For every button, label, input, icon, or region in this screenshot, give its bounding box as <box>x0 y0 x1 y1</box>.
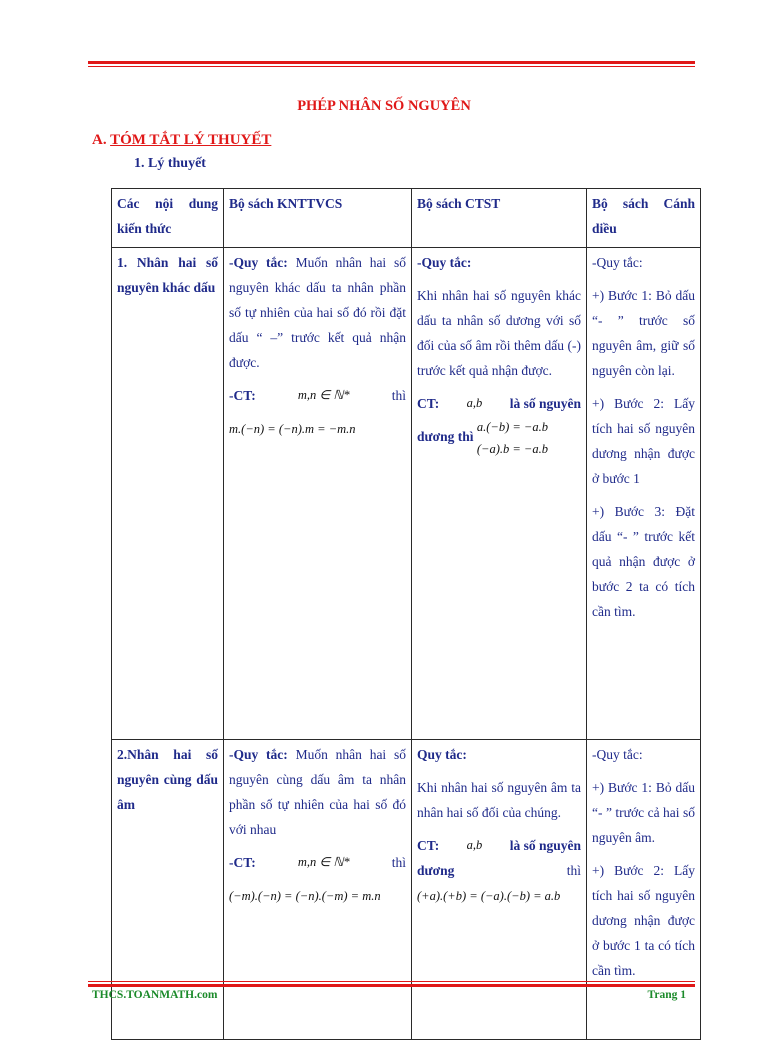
ct-condition: m,n ∈ ℕ* <box>297 855 350 869</box>
ct-formula: (+a).(+b) = (−a).(−b) = a.b <box>417 889 561 903</box>
ct-label: CT: <box>417 838 440 853</box>
cd-cell <box>587 248 701 740</box>
section-heading <box>92 132 271 149</box>
ct-rest: là số nguyên <box>509 838 581 853</box>
ct-condition: m,n ∈ ℕ* <box>297 388 350 402</box>
rule-text: Muốn nhân hai số nguyên khác dấu ta nhân phần số tự nhiên của hai số đó rồi đặt dấu “ –” trước kết quả nhận được. <box>229 255 406 370</box>
table-row <box>112 248 701 740</box>
page-title: PHÉP NHÂN SỐ NGUYÊN <box>297 98 471 114</box>
cd-line: +) Bước 3: Đặt dấu “- ” trước kết quả nhận được ở bước 2 ta có tích cần tìm. <box>592 504 695 619</box>
ct-tail: dương <box>417 863 455 878</box>
ct-label: CT: <box>417 396 440 411</box>
subsection-heading: 1. Lý thuyết <box>134 156 206 171</box>
formula-line: a.(−b) = −a.b <box>476 420 548 434</box>
rule-text: Muốn nhân hai số nguyên cùng dấu âm ta nhân phần số tự nhiên của hai số đó với nhau <box>229 747 406 837</box>
table-header-row <box>112 189 701 248</box>
section-label: TÓM TẮT LÝ THUYẾT <box>110 132 272 148</box>
ctst-cell <box>412 248 587 740</box>
ct-tail: dương thì <box>417 429 474 445</box>
footer-rule <box>88 981 695 987</box>
rule-label: -Quy tắc: <box>229 747 288 762</box>
ct-rest: là số nguyên <box>509 396 581 411</box>
rule-label: -Quy tắc: <box>229 255 288 270</box>
ct-then: thì <box>566 863 581 878</box>
cd-line: -Quy tắc: <box>592 255 643 270</box>
header-rule <box>88 61 695 68</box>
cd-line: -Quy tắc: <box>592 747 643 762</box>
ct-formula: (−m).(−n) = (−n).(−m) = m.n <box>229 889 381 903</box>
ct-then: thì <box>391 388 406 403</box>
comparison-table <box>111 188 701 1040</box>
ct-formula: m.(−n) = (−n).m = −m.n <box>229 422 356 436</box>
header-cell: Bộ sách Cánh diều <box>587 189 701 248</box>
ctst-cell <box>412 740 587 1040</box>
formula-line: (−a).b = −a.b <box>476 442 548 456</box>
cd-line: +) Bước 1: Bỏ dấu “- ” trước cả hai số nguyên âm. <box>592 780 695 845</box>
ct-then: thì <box>391 855 406 870</box>
row-topic: 2.Nhân hai số nguyên cùng dấu âm <box>112 740 224 1040</box>
cd-line: +) Bước 1: Bỏ dấu “- ” trước số nguyên âm, giữ số nguyên còn lại. <box>592 288 695 378</box>
ct-vars: a,b <box>466 396 483 410</box>
kn-cell <box>224 740 412 1040</box>
kn-cell <box>224 248 412 740</box>
header-cell: Các nội dung kiến thức <box>112 189 224 248</box>
header-cell: Bộ sách KNTTVCS <box>224 189 412 248</box>
ct-label: -CT: <box>229 855 256 870</box>
cd-line: +) Bước 2: Lấy tích hai số nguyên dương nhận được ở bước 1 <box>592 396 695 486</box>
cd-line: +) Bước 2: Lấy tích hai số nguyên dương nhận được ở bước 1 ta có tích cần tìm. <box>592 863 695 978</box>
section-letter: A. <box>92 132 107 148</box>
footer-page-number: Trang 1 <box>647 989 686 1001</box>
ct-label: -CT: <box>229 388 256 403</box>
footer-site: THCS.TOANMATH.com <box>92 989 218 1001</box>
rule-text: Khi nhân hai số nguyên khác dấu ta nhân số dương với số đối của số âm rồi thêm dấu (-) trước kết quả nhận được. <box>417 288 581 378</box>
rule-text: Khi nhân hai số nguyên âm ta nhân hai số đối của chúng. <box>417 780 581 820</box>
rule-label: Quy tắc: <box>417 747 467 762</box>
ct-vars: a,b <box>466 838 483 852</box>
header-cell: Bộ sách CTST <box>412 189 587 248</box>
row-topic: 1. Nhân hai số nguyên khác dấu <box>112 248 224 740</box>
rule-label: -Quy tắc: <box>417 255 472 270</box>
